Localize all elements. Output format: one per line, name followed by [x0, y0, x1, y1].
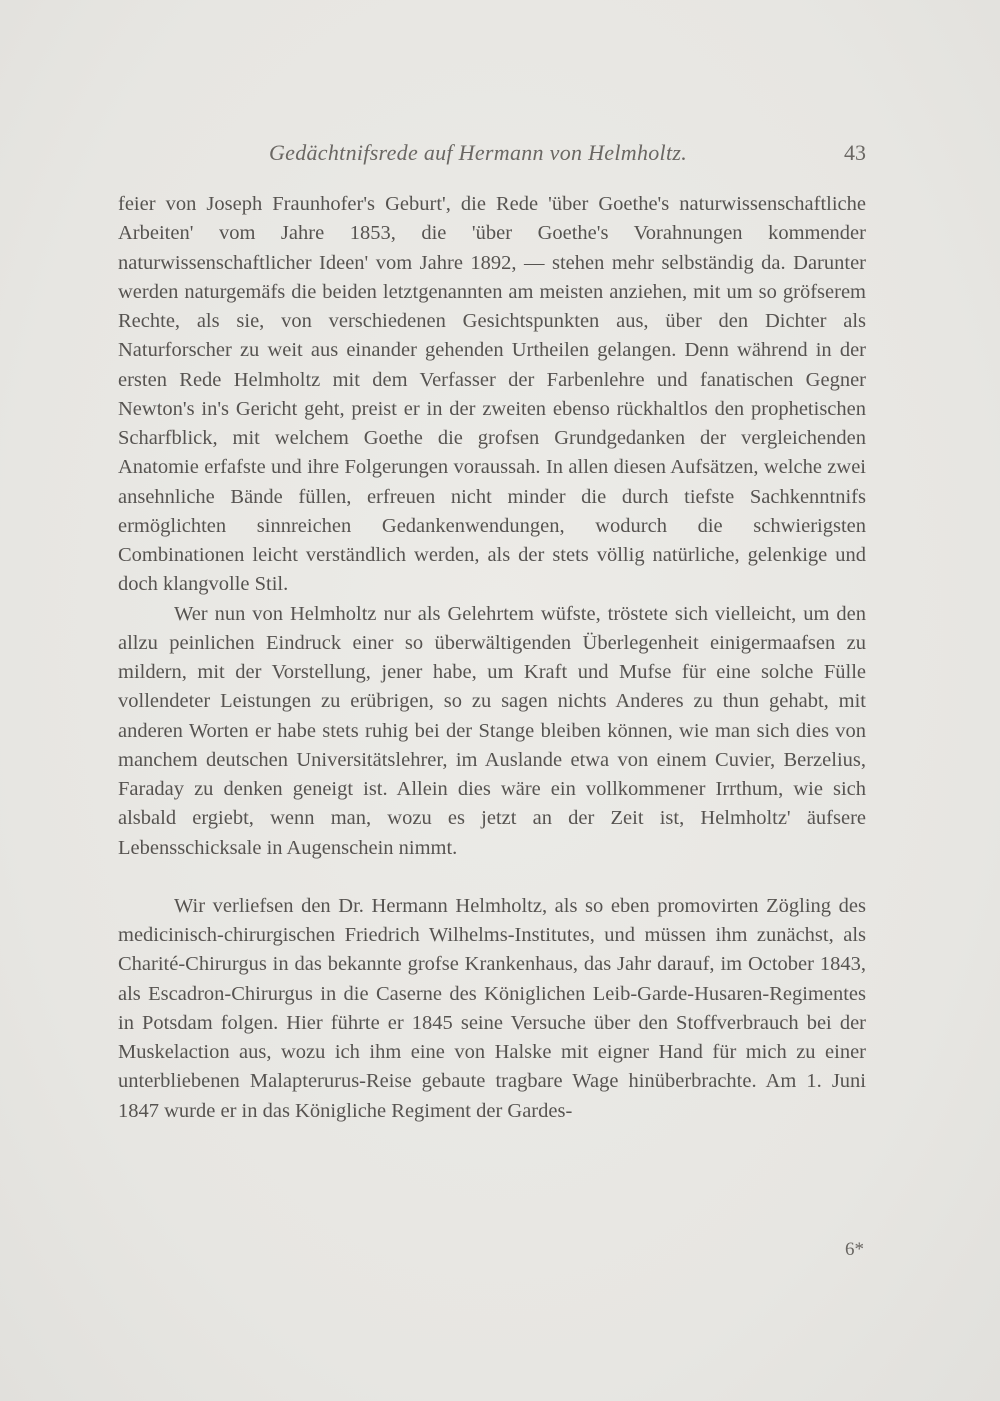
paragraph: Wer nun von Helmholtz nur als Gelehrtem wüfste, tröstete sich vielleicht, um den allzu peinlichen Eindruck einer so überwältigenden Überlegenheit einigermaafsen zu mildern, mit der Vorstellung, jener habe, um Kraft und Mufse für eine solche Fülle vollendeter Leistungen zu erübrigen, so zu sagen nichts Anderes zu thun gehabt, mit anderen Worten er habe stets ruhig bei der Stange bleiben können, wie man sich dies von manchem deutschen Universitätslehrer, im Auslande etwa von einem Cuvier, Berzelius, Faraday zu denken geneigt ist. Allein dies wäre ein vollkommener Irrthum, wie sich alsbald ergiebt, wenn man, wozu es jetzt an der Zeit ist, Helmholtz' äufsere Lebensschicksale in Augenschein nimmt. — [118, 602, 866, 859]
paragraph-continued: feier von Joseph Fraunhofer's Geburt', die Rede 'über Goethe's naturwissenschaftliche Arbeiten' vom Jahre 1853, die 'über Goethe's Vorahnungen kommender naturwissenschaftlicher Ideen' vom Jahre 1892, — stehen mehr selbständig da. Darunter werden naturgemäfs die beiden letztgenannten am meisten anziehen, mit um so gröfserem Rechte, als sie, von verschiedenen Gesichtspunkten aus, über den Dichter als Naturforscher zu weit aus einander gehenden Urtheilen gelangen. Denn während in der ersten Rede Helmholtz mit dem Verfasser der Farbenlehre und fanatischen Gegner Newton's in's Gericht geht, preist er in der zweiten ebenso rückhaltlos den prophetischen Scharfblick, mit welchem Goethe die grofsen Grundgedanken der vergleichenden Anatomie erfafste und ihre Folgerungen voraussah. In allen diesen Aufsätzen, welche zwei ansehnliche Bände füllen, erfreuen nicht minder die durch tiefste Sachkenntnifs ermöglichten sinnreichen Gedankenwendungen, wodurch die schwierigsten Combinationen leicht verständlich werden, als der stets völlig natürliche, gelenkige und doch klangvolle Stil. — [118, 193, 866, 596]
paragraph: Wir verliefsen den Dr. Hermann Helmholtz, als so eben promovirten Zögling des medicinisch-chirurgischen Friedrich Wilhelms-Institutes, und müssen ihm zunächst, als Charité-Chirurgus in das bekannte grofse Krankenhaus, das Jahr darauf, im October 1843, als Escadron-Chirurgus in die Caserne des Königlichen Leib-Garde-Husaren-Regimentes in Potsdam folgen. Hier führte er 1845 seine Versuche über den Stoffverbrauch bei der Muskelaction aus, wozu ich ihm eine von Halske mit eigner Hand für mich zu einer unterbliebenen Malapterurus-Reise gebaute tragbare Wage hinüberbrachte. Am 1. Juni 1847 wurde er in das Königliche Regiment der Gardes- — [118, 894, 866, 1122]
body-text — [118, 190, 866, 1126]
signature-mark: 6* — [845, 1239, 864, 1260]
page-number: 43 — [844, 140, 866, 165]
page-header — [118, 140, 866, 170]
running-title: Gedächtnifsrede auf Hermann von Helmholtz. — [268, 140, 688, 165]
